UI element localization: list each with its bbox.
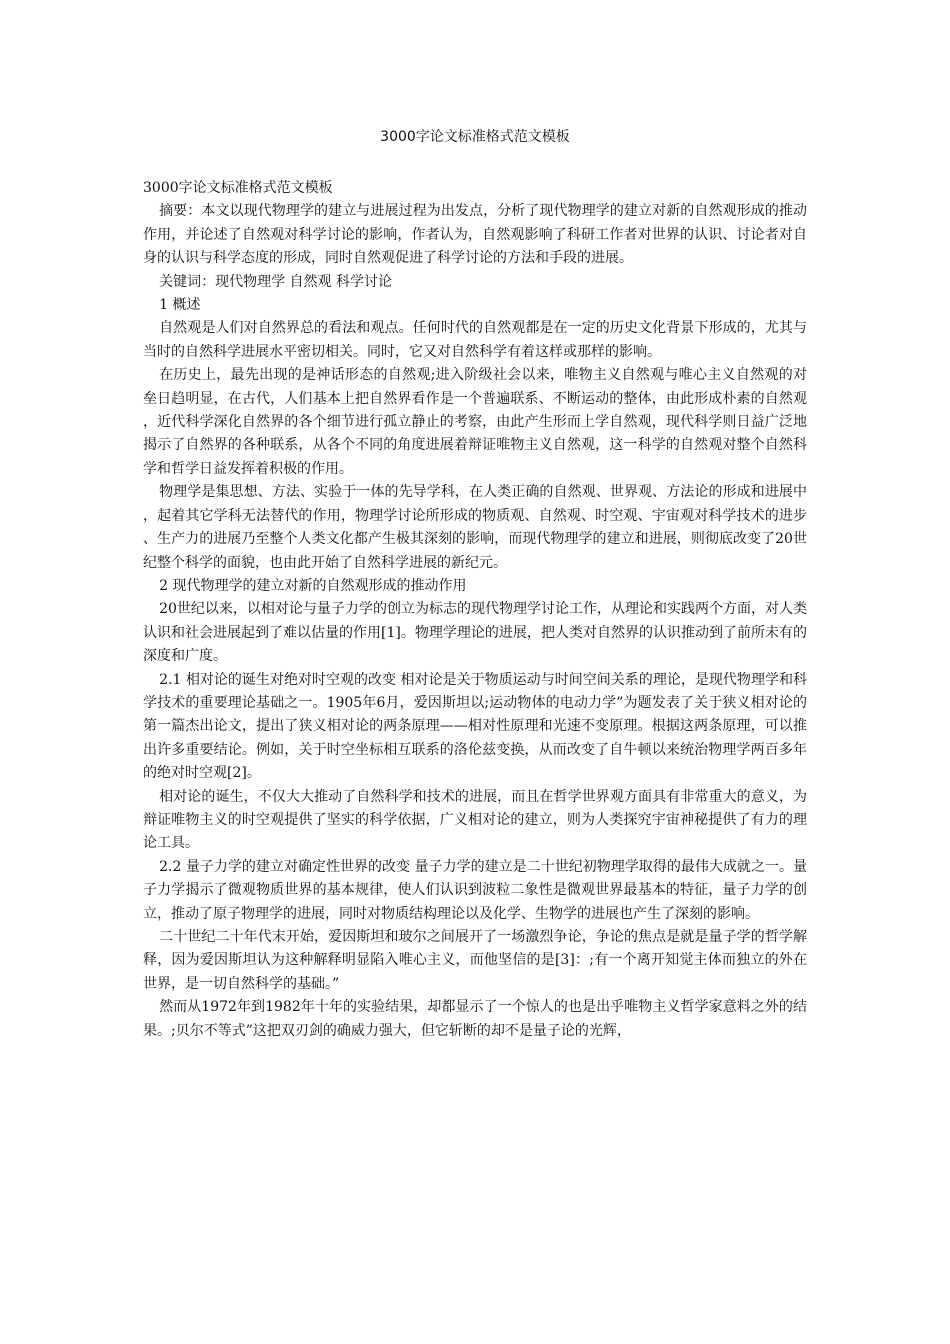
paragraph-2-2-3: 然而从1972年到1982年十年的实验结果，却都显示了一个惊人的也是出乎唯物主义哲学家意料之外的结果。;贝尔不等式”这把双刃剑的确威力强大，但它斩断的却不是量子论的光辉， [143, 999, 807, 1039]
section-heading-1: 1 概述 [159, 297, 201, 314]
paragraph-2-1-1: 2.1 相对论的诞生对绝对时空观的改变 相对论是关于物质运动与时间空间关系的理论，是现代物理学和科学技术的重要理论基础之一。1905年6月，爱因斯坦以;运动物体的电动力学”为题发表了关于狭义相对论的第一篇杰出论文，提出了狭义相对论的两条原理——相对性原理和光速不变原理。根据这两条原理，可以推出许多重要结论。例如，关于时空坐标相互联系的洛伦兹变换，从而改变了自牛顿以来统治物理学两百多年的绝对时空观[2]。 [143, 671, 807, 782]
paragraph-1-1: 自然观是人们对自然界总的看法和观点。任何时代的自然观都是在一定的历史文化背景下形成的，尤其与当时的自然科学进展水平密切相关。同时，它又对自然科学有着这样或那样的影响。 [143, 320, 807, 360]
paragraph-1-2: 在历史上，最先出现的是神话形态的自然观;进入阶级社会以来，唯物主义自然观与唯心主义自然观的对垒日趋明显，在古代，人们基本上把自然界看作是一个普遍联系、不断运动的整体，由此形成朴素的自然观，近代科学深化自然界的各个细节进行孤立静止的考察，由此产生形而上学自然观，现代科学则日益广泛地揭示了自然界的各种联系，从各个不同的角度进展着辩证唯物主义自然观，这一科学的自然观对整个自然科学和哲学日益发挥着积极的作用。 [143, 367, 807, 477]
article-heading: 3000字论文标准格式范文模板 [143, 180, 333, 196]
paragraph-2-1-2: 相对论的诞生，不仅大大推动了自然科学和技术的进展，而且在哲学世界观方面具有非常重大的意义，为辩证唯物主义的时空观提供了坚实的科学依据，广义相对论的建立，则为人类探究宇宙神秘提供了有力的理论工具。 [143, 788, 807, 852]
paragraph-1-3: 物理学是集思想、方法、实验于一体的先导学科，在人类正确的自然观、世界观、方法论的形成和进展中，起着其它学科无法替代的作用，物理学讨论所形成的物质观、自然观、时空观、宇宙观对科学技术的进步、生产力的进展乃至整个人类文化都产生极其深刻的影响，而现代物理学的建立和进展，则彻底改变了20世纪整个科学的面貌，也由此开始了自然科学进展的新纪元。 [143, 484, 807, 571]
keywords-line: 关键词：现代物理学 自然观 科学讨论 [159, 273, 392, 290]
abstract-paragraph: 摘要：本文以现代物理学的建立与进展过程为出发点，分析了现代物理学的建立对新的自然观形成的推动作用，并论述了自然观对科学讨论的影响，作者认为，自然观影响了科研工作者对世界的认识、讨论者对自身的认识与科学态度的形成，同时自然观促进了科学讨论的方法和手段的进展。 [143, 203, 807, 267]
page-title: 3000字论文标准格式范文模板 [380, 129, 570, 145]
paragraph-2-2-1: 2.2 量子力学的建立对确定性世界的改变 量子力学的建立是二十世纪初物理学取得的最伟大成就之一。量子力学揭示了微观物质世界的基本规律，使人们认识到波粒二象性是微观世界最基本的特征，量子力学的创立，推动了原子物理学的进展，同时对物质结构理论以及化学、生物学的进展也产生了深刻的影响。 [143, 858, 807, 922]
document-body [143, 177, 807, 1043]
section-heading-2: 2 现代物理学的建立对新的自然观形成的推动作用 [159, 577, 467, 594]
paragraph-2-2-2: 二十世纪二十年代末开始，爱因斯坦和玻尔之间展开了一场激烈争论，争论的焦点是就是量子学的哲学解释，因为爱因斯坦认为这种解释明显陷入唯心主义，而他坚信的是[3]：;有一个离开知觉主体而独立的外在世界，是一切自然科学的基础。” [143, 929, 807, 992]
paragraph-2-1: 20世纪以来，以相对论与量子力学的创立为标志的现代物理学讨论工作，从理论和实践两个方面，对人类认识和社会进展起到了难以估量的作用[1]。物理学理论的进展，把人类对自然界的认识推动到了前所未有的深度和广度。 [143, 601, 807, 665]
